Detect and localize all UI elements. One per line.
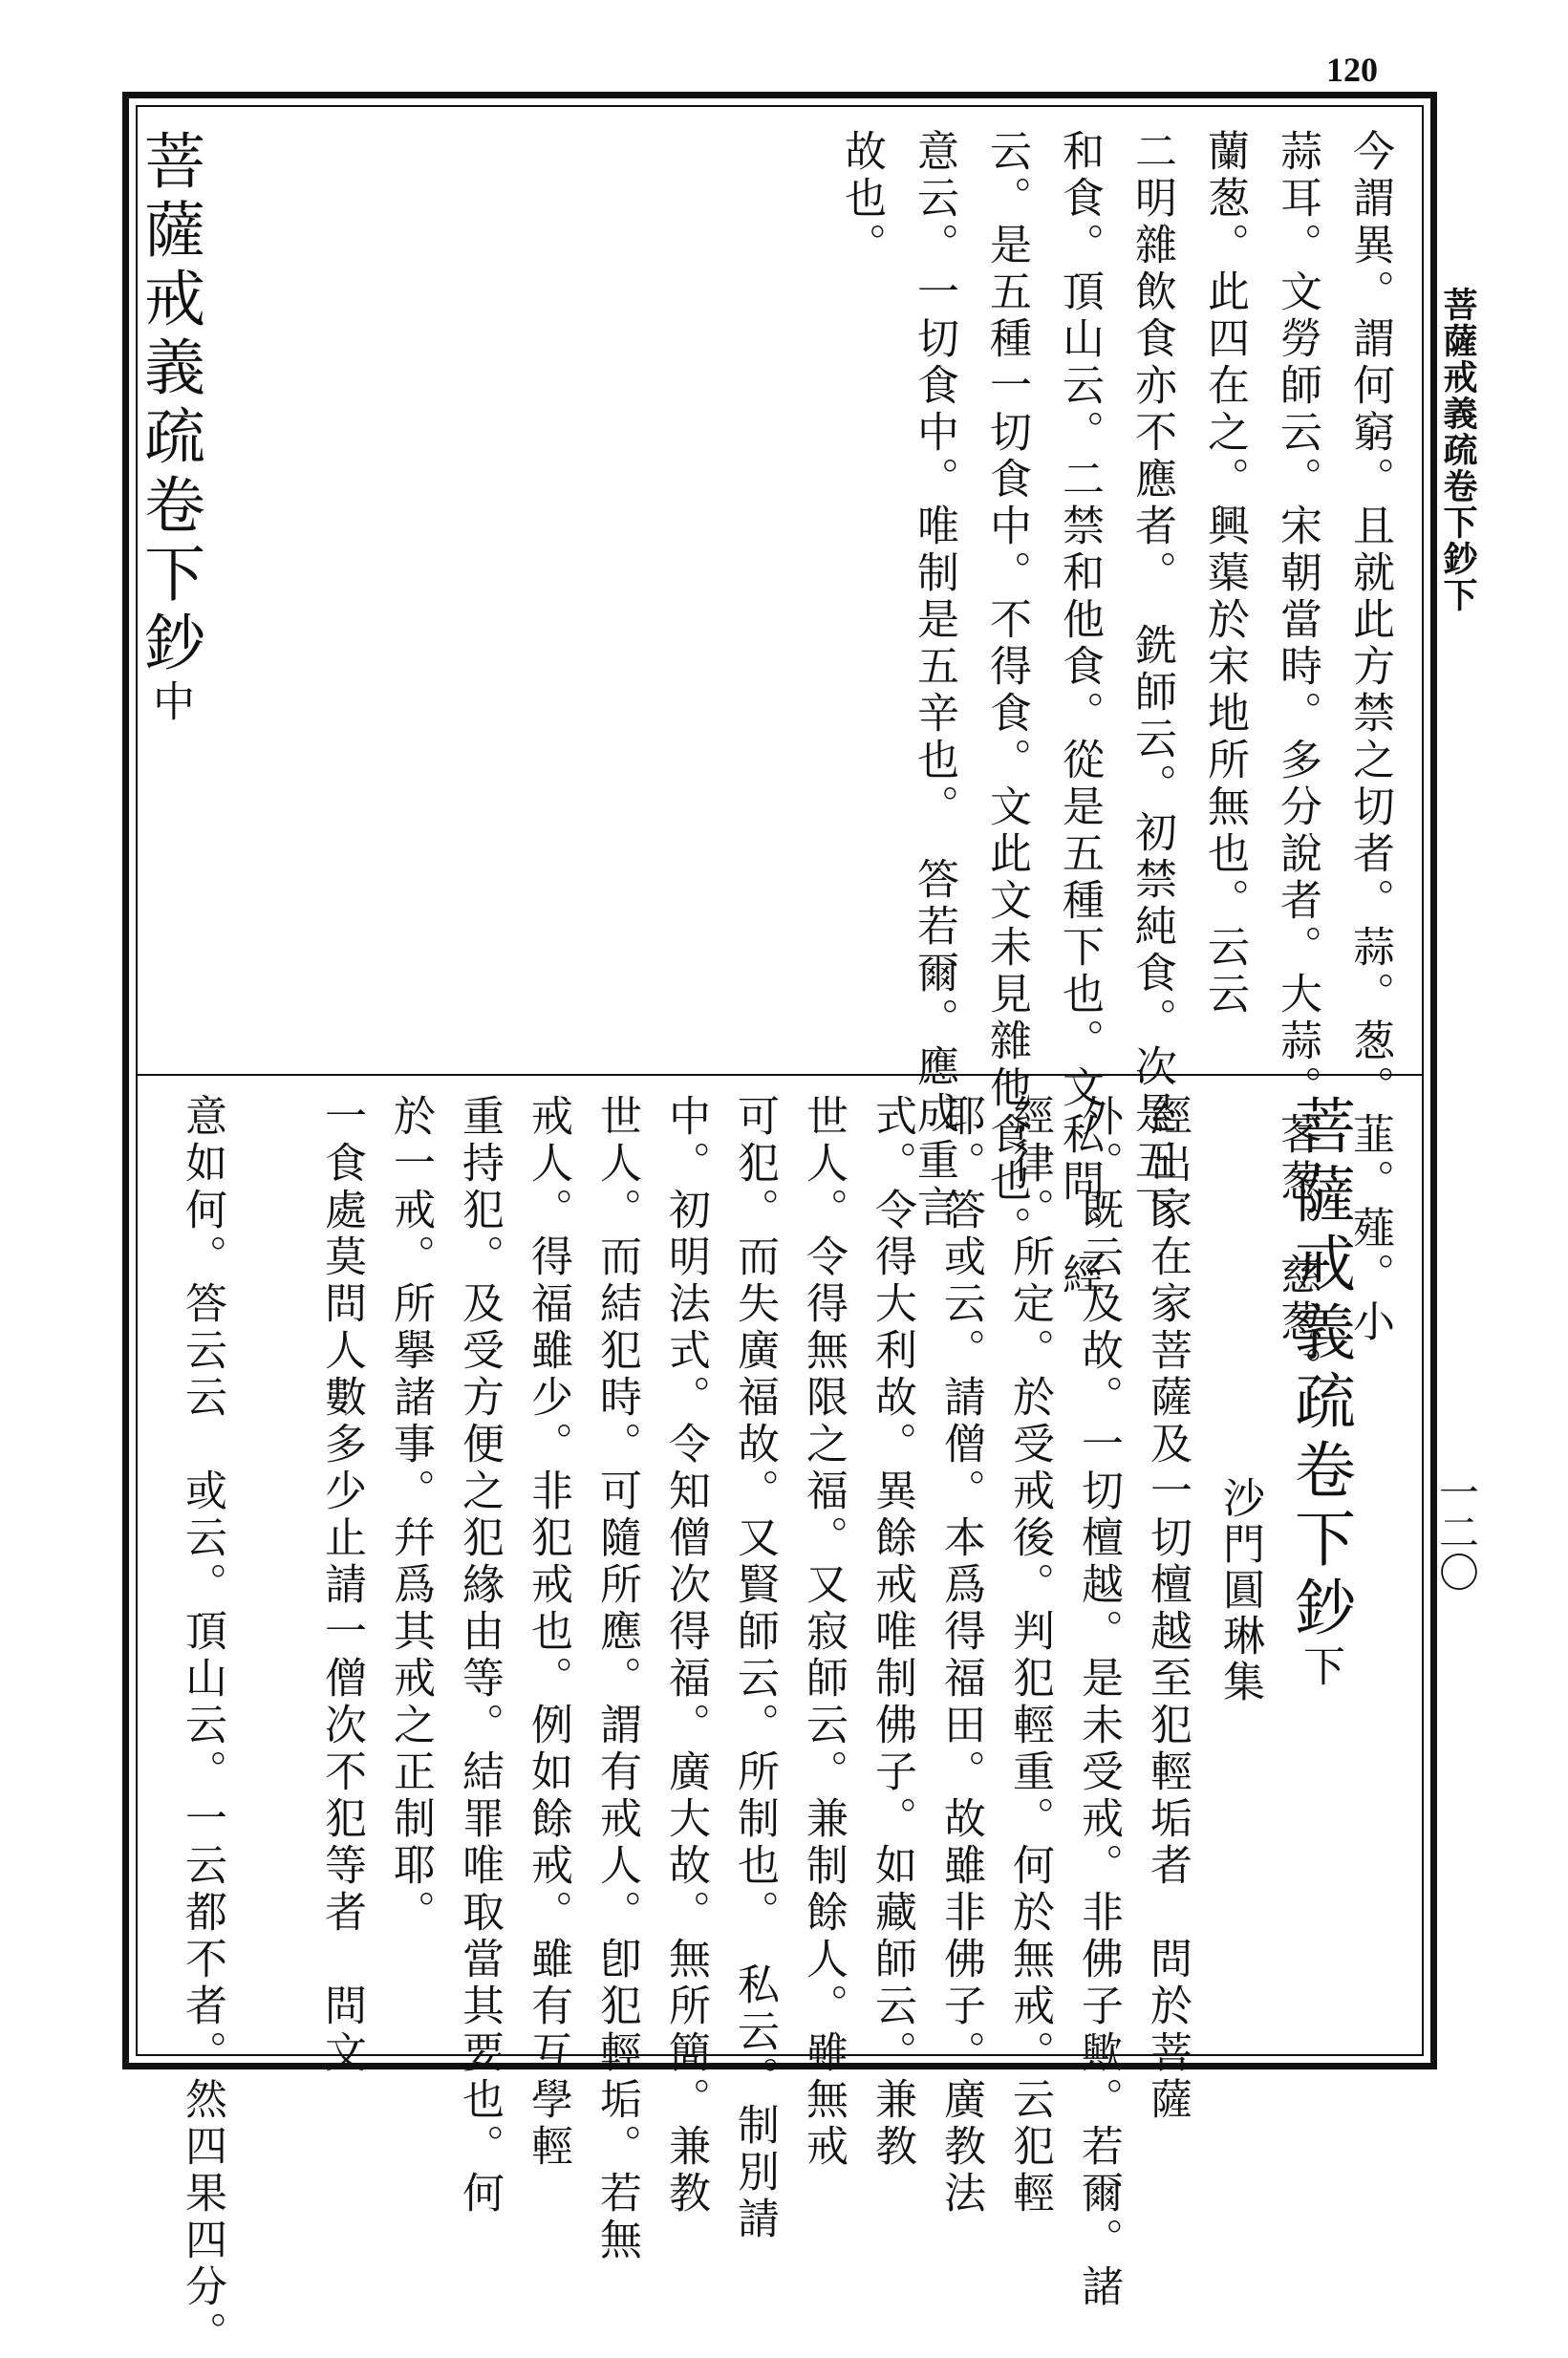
page-number-top: 120 — [1326, 51, 1378, 89]
lower-text-column: 外。既云及故。一切檀越。是未受戒。非佛子歟。若爾。諸 — [1074, 1094, 1123, 2311]
lower-text-column: 世人。令得無限之福。又寂師云。兼制餘人。雖無戒 — [799, 1094, 848, 2171]
lower-text-column: 中。初明法式。令知僧次得福。廣大故。無所簡。兼教 — [661, 1094, 710, 2218]
upper-text-column: 故也。 — [837, 129, 886, 269]
lower-text-column: 戒人。得福雖少。非犯戒也。例如餘戒。雖有互學輕 — [524, 1094, 572, 2171]
lower-section-title-text: 菩薩戒義疏卷下鈔 — [1284, 1094, 1355, 1644]
lower-section-title — [1284, 1094, 1403, 1763]
margin-title: 菩薩戒義疏卷下鈔下 — [1438, 287, 1478, 613]
upper-text-column: 意云。一切食中。唯制是五辛也。 答若爾。應成重言 — [910, 129, 958, 1232]
upper-end-title — [134, 129, 252, 798]
upper-text-column: 和食。頂山云。二禁和他食。從是五種下也。文私問。經 — [1055, 129, 1104, 1299]
upper-text-column: 蒜耳。文勞師云。宋朝當時。多分說者。大蒜。茖葱。慈葱。 — [1273, 129, 1321, 1393]
upper-end-title-volume: 中 — [145, 679, 194, 729]
lower-text-column: 於一戒。所擧諸事。幷爲其戒之正制耶。 — [386, 1094, 435, 1937]
horizontal-divider — [136, 1074, 1424, 1076]
upper-text-column: 云。是五種一切食中。不得食。文此文未見雜他食也。 — [982, 129, 1031, 1253]
lower-text-column: 耶。答或云。請僧。本爲得福田。故雖非佛子。廣教法 — [936, 1094, 985, 2218]
lower-text-column: 世人。而結犯時。可隨所應。謂有戒人。卽犯輕垢。若無 — [592, 1094, 641, 2264]
lower-text-column: 一食處莫問人數多少止請一僧次不犯等者 問文 — [317, 1094, 366, 2077]
lower-text-column: 意如何。答云云 或云。頂山云。一云都不者。然四果四分。 — [178, 1094, 226, 2358]
compiler-credit: 沙門圓琳集 — [1215, 1476, 1264, 1705]
lower-text-column: 經出家在家菩薩及一切檀越至犯輕垢者 問於菩薩 — [1143, 1094, 1192, 2124]
upper-text-column: 蘭葱。此四在之。興蕖於宋地所無也。云云 — [1200, 129, 1249, 1018]
lower-text-column: 經律。所定。於受戒後。判犯輕重。何於無戒。云犯輕 — [1005, 1094, 1054, 2218]
lower-text-column: 可犯。而失廣福故。又賢師云。所制也。 私云。制別請 — [730, 1094, 779, 2243]
lower-text-column: 重持犯。及受方便之犯緣由等。結罪唯取當其要也。何 — [455, 1094, 504, 2218]
upper-text-column: 今謂異。謂何窮。且就此方禁之切者。蒜。葱。韮。薤。小 — [1345, 129, 1394, 1346]
lower-section-title-volume: 下 — [1296, 1644, 1344, 1694]
margin-page-number: 一二〇 — [1433, 1471, 1480, 1592]
upper-end-title-text: 菩薩戒義疏卷下鈔 — [134, 129, 204, 679]
upper-text-column: 二明雜飲食亦不應者。 銑師云。初禁純食。次是五下 — [1128, 129, 1176, 1232]
lower-text-column: 式。令得大利故。異餘戒唯制佛子。如藏師云。兼教 — [868, 1094, 916, 2171]
